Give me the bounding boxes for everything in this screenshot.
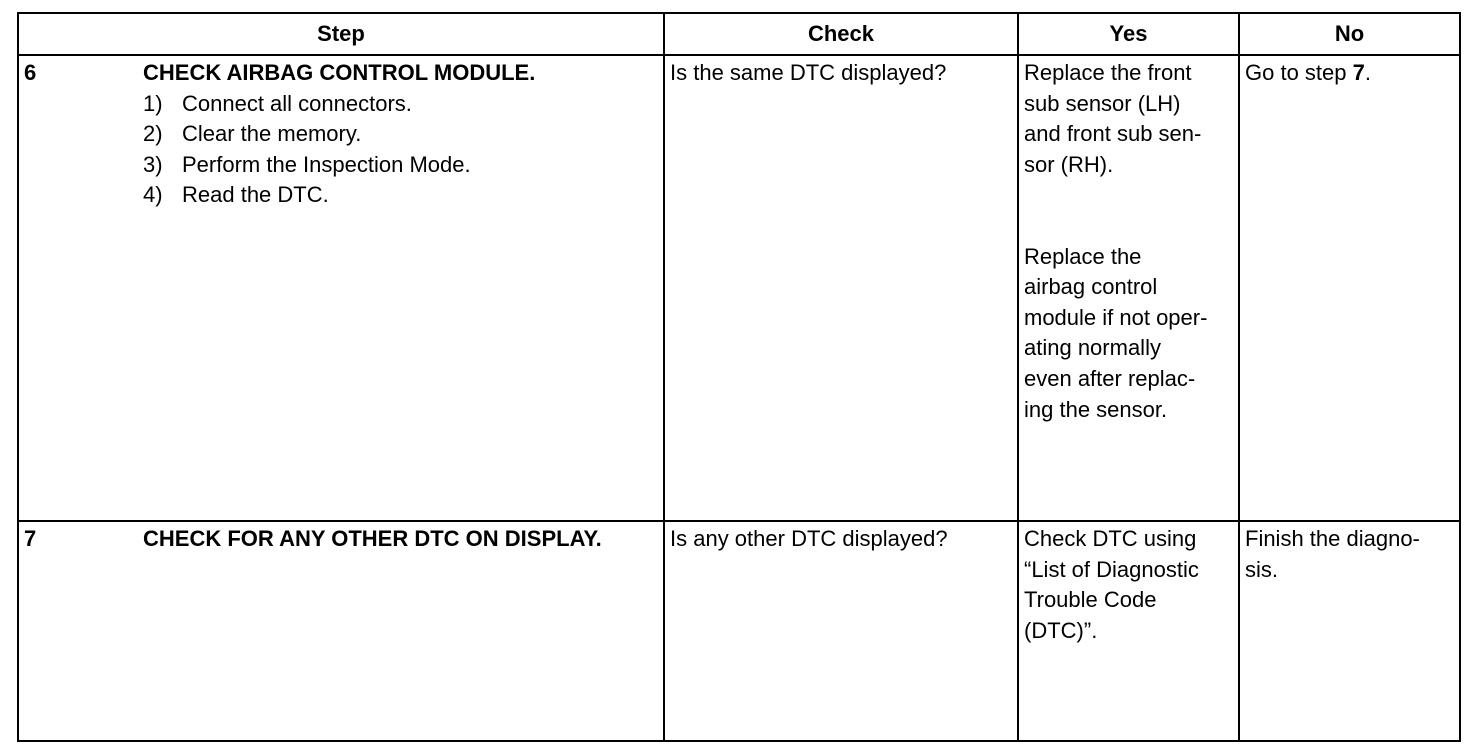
yes-line: Replace the — [1024, 243, 1142, 269]
check-cell — [664, 55, 1018, 521]
substep-item — [143, 119, 657, 150]
yes-cell — [1018, 521, 1239, 741]
substep-list — [143, 89, 657, 211]
no-line: sis. — [1245, 556, 1278, 582]
step-number: 6 — [24, 60, 37, 85]
no-suffix: . — [1364, 60, 1371, 85]
yes-cell — [1018, 55, 1239, 521]
yes-line: (DTC)”. — [1024, 617, 1098, 643]
step-number: 7 — [24, 526, 37, 551]
table-row-step-6 — [18, 55, 1460, 521]
yes-line: airbag control — [1024, 274, 1158, 300]
substep-number: 1) — [143, 90, 163, 116]
no-prefix: Go to step — [1245, 60, 1353, 85]
no-cell — [1239, 521, 1460, 741]
step-cell — [18, 521, 664, 741]
substep-number: 4) — [143, 182, 163, 208]
header-yes: Yes — [1018, 13, 1239, 55]
yes-line: and front sub sen- — [1024, 121, 1202, 147]
yes-line: sub sensor (LH) — [1024, 90, 1181, 116]
no-step-reference: 7 — [1352, 60, 1365, 85]
step-title: CHECK FOR ANY OTHER DTC ON DISPLAY. — [143, 526, 602, 551]
substep-text: Read the DTC. — [182, 182, 329, 208]
substep-item — [143, 89, 657, 120]
no-line: Finish the diagno- — [1245, 526, 1420, 551]
yes-line: Trouble Code — [1024, 587, 1157, 613]
check-text: Is any other DTC displayed? — [670, 526, 948, 551]
step-cell — [18, 55, 664, 521]
substep-item — [143, 150, 657, 181]
step-title: CHECK AIRBAG CONTROL MODULE. — [143, 60, 536, 85]
table-row-step-7 — [18, 521, 1460, 741]
substep-number: 2) — [143, 121, 163, 147]
header-step: Step — [18, 13, 664, 55]
substep-text: Connect all connectors. — [182, 90, 412, 116]
yes-line: ating normally — [1024, 335, 1161, 361]
yes-line: Check DTC using — [1024, 526, 1197, 551]
header-no: No — [1239, 13, 1460, 55]
yes-line: module if not oper- — [1024, 304, 1208, 330]
substep-text: Clear the memory. — [182, 121, 362, 147]
table-header-row — [18, 13, 1460, 55]
yes-line: even after replac- — [1024, 365, 1196, 391]
diagnostic-table — [17, 12, 1461, 742]
yes-line: “List of Diagnostic — [1024, 556, 1199, 582]
yes-line: ing the sensor. — [1024, 396, 1168, 422]
yes-line: sor (RH). — [1024, 151, 1114, 177]
no-cell — [1239, 55, 1460, 521]
check-text: Is the same DTC displayed? — [670, 60, 947, 85]
substep-text: Perform the Inspection Mode. — [182, 151, 471, 177]
no-text — [1240, 56, 1459, 89]
header-check: Check — [664, 13, 1018, 55]
substep-number: 3) — [143, 151, 163, 177]
substep-item — [143, 180, 657, 211]
yes-line: Replace the front — [1024, 60, 1192, 85]
check-cell — [664, 521, 1018, 741]
